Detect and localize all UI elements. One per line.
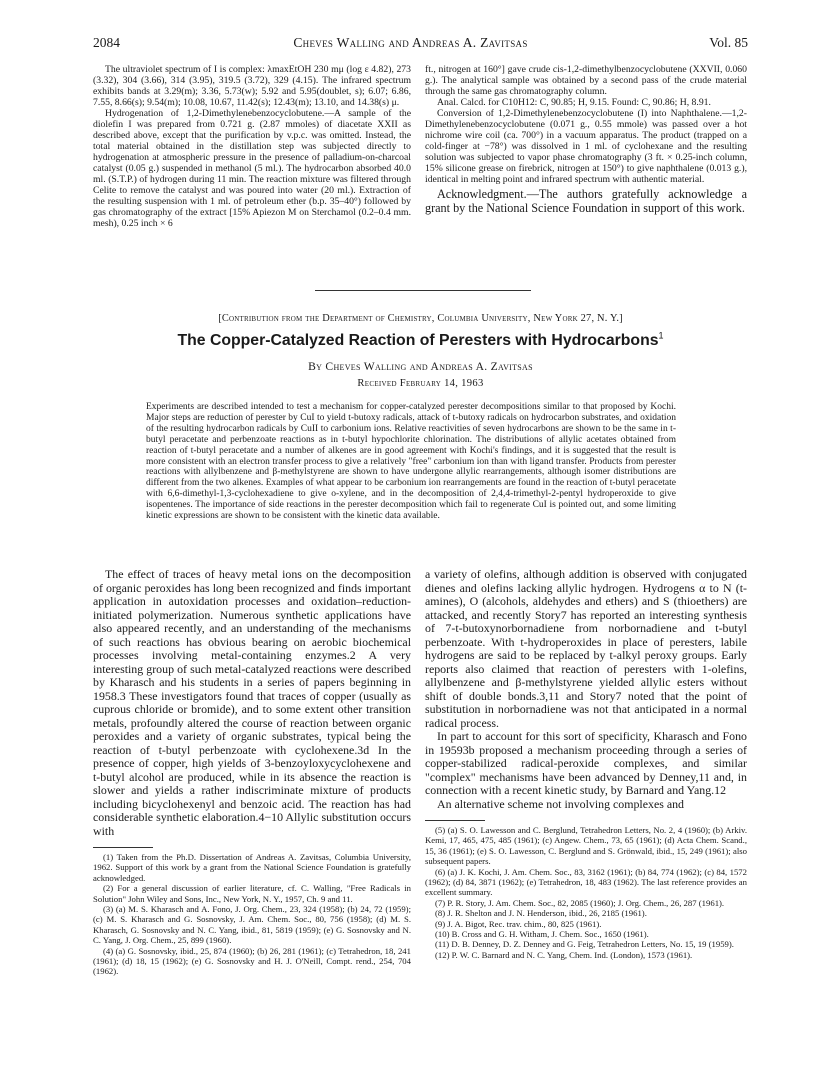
byline: By Cheves Walling and Andreas A. Zavitsas xyxy=(308,360,533,373)
received-date: Received February 14, 1963 xyxy=(357,378,484,389)
previous-article-column-left xyxy=(93,64,411,229)
footnote-9: (9) J. A. Bigot, Rec. trav. chim., 80, 825 (1961). xyxy=(435,918,602,929)
title-footnote-marker: 1 xyxy=(658,330,664,341)
article-body-column-left xyxy=(93,568,411,977)
footnote-2: (2) For a general discussion of earlier literature, cf. C. Walling, "Free Radicals in Solution" John Wiley and Sons, Inc., New York, N. Y., 1957, Ch. 9 and 11. xyxy=(93,883,411,904)
abstract: Experiments are described intended to test a mechanism for copper-catalyzed perester decompositions similar to that proposed by Kochi. Major steps are reduction of perester by CuI to yield t-butoxy radicals, attack of t-butoxy radicals on hydrocarbon substrates, and oxidation of the resulting hydrocarbon radicals by CuII to carbonium ions. Relative reactivities of seven hydrocarbons are shown to be the same in t-butyl peracetate and perbenzoate reactions as in t-butyl hypochlorite chlorination. The distributions of allylic acetates obtained from reaction of t-butyl peracetate and a number of alkenes are in good agreement with Kochi's findings, and it is suggested that the result is more consistent with an electron transfer process to give a relatively "free" carbonium ion than with ligand transfer. Products from perester reactions with allylbenzene and β-methylstyrene are shown to have undergone allylic rearrangements, although isomer distributions are different from the two alkenes. Examples of what appear to be carbonium ion rearrangements are found in the reaction of t-butyl peracetate with 6,6-dimethyl-1,3-cyclohexadiene to give o-xylene, and in the decomposition of 2,4,4-trimethyl-2-pentyl hydroperoxide to give isopentenes. The importance of side reactions in the perester decomposition which fail to regenerate CuI is pointed out, and some limiting kinetic expressions are shown to be consistent with the kinetic data available. xyxy=(146,402,676,522)
uv-spectrum-paragraph: The ultraviolet spectrum of I is complex: λmaxEtOH 230 mμ (log ε 4.82), 273 (3.32), 304 (3.66), 314 (3.95), 319.5 (3.72), 329 (4.15). The infrared spectrum exhibits bands at 3.29(m); 3.36, 5.73(w); 5.92 and 5.95(doublet, s); 6.07; 6.86, 7.55, 8.66(s); 9.54(m); 10.08, 10.67, 11.42(s); 12.43(m); 13.10, and 14.38(s) μ. xyxy=(93,64,411,108)
footnote-8: (8) J. R. Shelton and J. N. Henderson, ibid., 26, 2185 (1961). xyxy=(435,908,647,919)
footnotes-right xyxy=(425,825,747,960)
footnote-3: (3) (a) M. S. Kharasch and A. Fono, J. Org. Chem., 23, 324 (1958); (b) 24, 72 (1959); (c) M. S. Kharasch and G. Sosnovsky, J. Am. Chem. Soc., 80, 756 (1958); (d) M. S. Kharasch, G. Sosnovsky and N. C. Yang, ibid., 81, 5819 (1959); (e) G. Sosnovsky and N. C. Yang, J. Org. Chem., 25, 899 (1960). xyxy=(93,904,411,946)
footnote-7: (7) P. R. Story, J. Am. Chem. Soc., 82, 2085 (1960); J. Org. Chem., 26, 287 (1961). xyxy=(435,897,725,908)
intro-paragraph: The effect of traces of heavy metal ions on the decomposition of organic peroxides has long been recognized and finds important application in autoxidation processes and oxidation–reduction-initiated polymerization. Numerous synthetic applications have also appeared recently, and an understanding of the mechanisms of such reactions has obvious bearing on aerobic biochemical processes involving metal-containing enzymes.2 A very interesting group of such metal-catalyzed reactions were described by Kharasch and his students in a series of papers beginning in 1958.3 These investigators found that traces of copper (usually as cuprous chloride or bromide), and to some extent other transition metals, profoundly altered the course of reaction between organic peroxides and a variety of organic substrates, typical being the reaction of t-butyl perbenzoate with cyclohexene.3d In the presence of copper, high yields of 3-benzoyloxycyclohexene and t-butyl alcohol are produced, while in its absence the reaction is slower and yields a rather indiscriminate mixture of products including bicyclohexenyl and benzoic acid. The reaction has had considerable synthetic elaboration.4−10 Allylic substitution occurs with xyxy=(93,567,411,838)
kharasch-fono-paragraph: In part to account for this sort of specificity, Kharasch and Fono in 19593b proposed a mechanism proceeding through a series of copper-stabilized radical-peroxide complexes, and similar "complex" mechanisms have been advanced by Denney,11 and, in connection with a recent kinetic study, by Barnard and Yang.12 xyxy=(425,729,747,797)
hydrogenation-paragraph: Hydrogenation of 1,2-Dimethylenebenzocyclobutene.—A sample of the diolefin I was prepared from 0.721 g. (2.87 mmoles) of diacetate XXII as described above, except that the purification by v.p.c. was omitted. Instead, the total material obtained in the distillation step was subjected directly to hydrogenation at atmospheric pressure in the presence of palladium-on-charcoal catalyst (0.05 g.) suspended in methanol (5 ml.). The hydrocarbon absorbed 40.0 ml. (S.T.P.) of hydrogen during 11 min. The reaction mixture was filtered through Celite to remove the catalyst and was poured into water (20 ml.). Extraction of the resulting suspension with 1 ml. of petroleum ether (b.p. 35–40°) followed by gas chromatography of the extract [15% Apiezon M on Sterchamol (0.2–0.4 mm. mesh), 0.25 inch × 6 xyxy=(93,108,411,229)
page-number: 2084 xyxy=(93,35,120,50)
footnote-divider xyxy=(93,847,153,848)
contribution-line: [Contribution from the Department of Chemistry, Columbia University, New York 27, N. Y.] xyxy=(218,313,623,324)
olefins-paragraph: a variety of olefins, although addition is observed with conjugated dienes and olefins lacking allylic hydrogen. Hydrogens α to N (t-amines), O (alcohols, aldehydes and ethers) and S (thioethers) are attacked, and recently Story7 has reported an interesting synthesis of 7-t-butoxynorbornadiene from norbornadiene and t-butyl perbenzoate. With t-hydroperoxides in place of peresters, labile hydrogens are said to be replaced by t-alkyl peroxy groups. Early reports also claimed that reaction of peresters with 1-olefins, allylbenzene and β-methylstyrene yielded allylic esters without shift of double bonds.3,11 and Story7 noted that the point of substitution in norbornadiene was not that anticipated in a normal radical process. xyxy=(425,567,747,730)
running-header-authors: Cheves Walling and Andreas A. Zavitsas xyxy=(293,35,528,50)
article-title-text: The Copper-Catalyzed Reaction of Peresters with Hydrocarbons xyxy=(177,332,659,349)
previous-article-column-right xyxy=(425,64,747,215)
gc-continuation-paragraph: ft., nitrogen at 160°] gave crude cis-1,2-dimethylbenzocyclobutene (XXVII, 0.060 g.). The analytical sample was obtained by a second pass of the crude material through the same gas chromatography column. xyxy=(425,64,747,97)
naphthalene-conversion-paragraph: Conversion of 1,2-Dimethylenebenzocyclobutene (I) into Naphthalene.—1,2-Dimethylenebenzocyclobutene (0.071 g., 0.55 mmole) was passed over a hot nichrome wire coil (ca. 700°) in a vacuum apparatus. The product (trapped on a cold-finger at −78°) was dissolved in 1 ml. of cyclohexane and the resulting solution was subjected to vapor phase chromatography (3 ft. × 0.25-inch column, 15% silicone grease on firebrick, nitrogen at 150°) to give naphthalene (0.013 g.), identical in melting point and infrared spectrum with authentic material. xyxy=(425,108,747,185)
footnote-1: (1) Taken from the Ph.D. Dissertation of Andreas A. Zavitsas, Columbia University, 1962. Support of this work by a grant from the National Science Foundation is gratefully acknowledged. xyxy=(93,852,411,883)
analysis-paragraph: Anal. Calcd. for C10H12: C, 90.85; H, 9.15. Found: C, 90.86; H, 8.91. xyxy=(437,97,711,108)
article-title xyxy=(93,332,748,350)
article-body-column-right xyxy=(425,568,747,960)
section-divider xyxy=(315,290,531,291)
footnote-divider-right xyxy=(425,820,485,821)
footnote-6: (6) (a) J. K. Kochi, J. Am. Chem. Soc., 83, 3162 (1961); (b) 84, 774 (1962); (c) 84, 1572 (1962); (d) 84, 3871 (1962); (e) Tetrahedron, 18, 483 (1962). The last reference provides an excellent summary. xyxy=(425,866,747,898)
footnote-10: (10) B. Cross and G. H. Witham, J. Chem. Soc., 1650 (1961). xyxy=(435,929,649,940)
acknowledgment-paragraph: Acknowledgment.—The authors gratefully acknowledge a grant by the National Science Foundation in support of this work. xyxy=(425,187,747,215)
journal-volume: Vol. 85 xyxy=(709,35,748,50)
footnote-12: (12) P. W. C. Barnard and N. C. Yang, Chem. Ind. (London), 1573 (1961). xyxy=(435,949,693,960)
alternative-scheme-paragraph: An alternative scheme not involving complexes and xyxy=(437,796,684,811)
footnotes-left xyxy=(93,852,411,977)
footnote-11: (11) D. B. Denney, D. Z. Denney and G. Feig, Tetrahedron Letters, No. 15, 19 (1959). xyxy=(435,939,734,950)
footnote-5: (5) (a) S. O. Lawesson and C. Berglund, Tetrahedron Letters, No. 2, 4 (1960); (b) Arkiv. Kemi, 17, 465, 475, 485 (1961); (c) Angew. Chem., 73, 65 (1961); (d) Acta Chem. Scand., 15, 36 (1961); (e) S. O. Lawesson, C. Berglund and S. Grönwald, ibid., 15, 249 (1961); also subsequent papers. xyxy=(425,825,747,867)
footnote-4: (4) (a) G. Sosnovsky, ibid., 25, 874 (1960); (b) 26, 281 (1961); (c) Tetrahedron, 18, 241 (1961); (d) 18, 15 (1962); (e) G. Sosnovsky and H. J. O'Neill, Compt. rend., 254, 704 (1962). xyxy=(93,945,411,977)
